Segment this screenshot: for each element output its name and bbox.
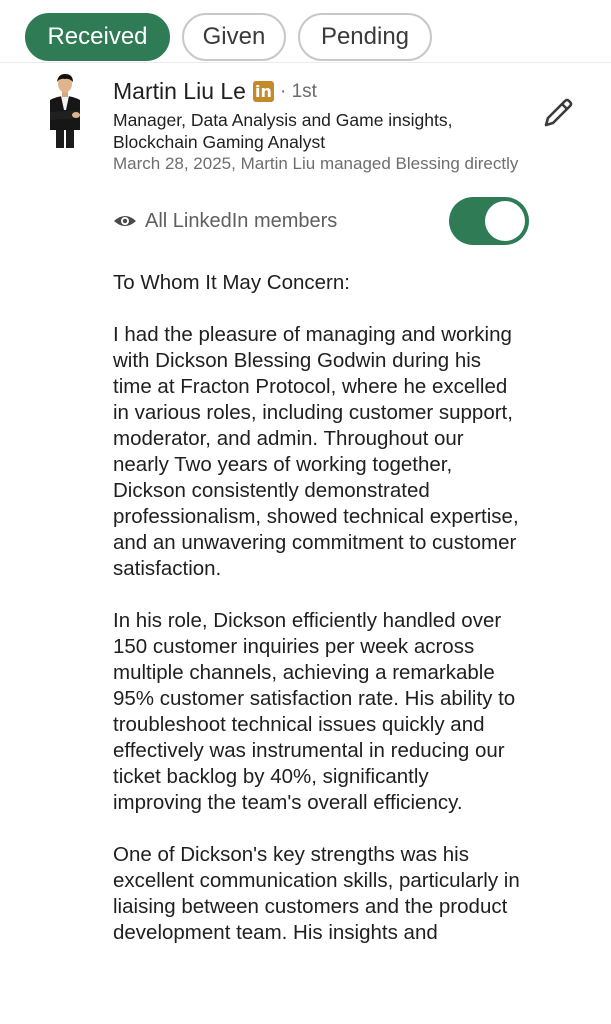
author-headline: Manager, Data Analysis and Game insights, Blockchain Gaming Analyst xyxy=(113,110,453,152)
paragraph: One of Dickson's key strengths was his excellent communication skills, particularly in liaising between customers and the product development team. His insights and xyxy=(113,843,520,944)
eye-icon xyxy=(113,209,137,233)
visibility-toggle[interactable] xyxy=(449,197,529,245)
pencil-icon xyxy=(540,95,576,131)
edit-button[interactable] xyxy=(540,95,576,131)
paragraph: I had the pleasure of managing and working with Dickson Blessing Godwin during his time at Fracton Protocol, where he excelled in various roles, including customer support, moderator, and admin. Throughout our nearly Two years of working together, Dickson consistently demonstrated professionalism, showed technical expertise, and an unwavering commitment to customer satisfaction. xyxy=(113,323,519,580)
recommendation-meta: March 28, 2025, Martin Liu managed Blessing directly xyxy=(113,154,519,173)
recommendation-tabs xyxy=(25,13,432,61)
tab-pending[interactable]: Pending xyxy=(298,13,432,61)
linkedin-badge-icon: in xyxy=(253,81,274,102)
tab-received[interactable]: Received xyxy=(25,13,170,61)
paragraph: To Whom It May Concern: xyxy=(113,271,350,294)
connection-degree: · 1st xyxy=(279,80,317,102)
author-name[interactable]: Martin Liu Le xyxy=(113,78,246,104)
visibility-row xyxy=(113,209,337,233)
avatar[interactable] xyxy=(44,74,86,150)
tab-given[interactable]: Given xyxy=(182,13,286,61)
person-avatar-icon xyxy=(44,74,86,150)
visibility-label: All LinkedIn members xyxy=(145,209,338,232)
divider xyxy=(0,62,611,63)
paragraph: In his role, Dickson efficiently handled over 150 customer inquiries per week across multiple channels, achieving a remarkable 95% customer satisfaction rate. His ability to troubleshoot technical issues quickly and effectively was instrumental in reducing our ticket backlog by 40%, significantly improving the team's overall efficiency. xyxy=(113,609,516,814)
author-row xyxy=(113,78,317,105)
recommendation-text xyxy=(113,270,523,972)
toggle-knob xyxy=(485,201,525,241)
